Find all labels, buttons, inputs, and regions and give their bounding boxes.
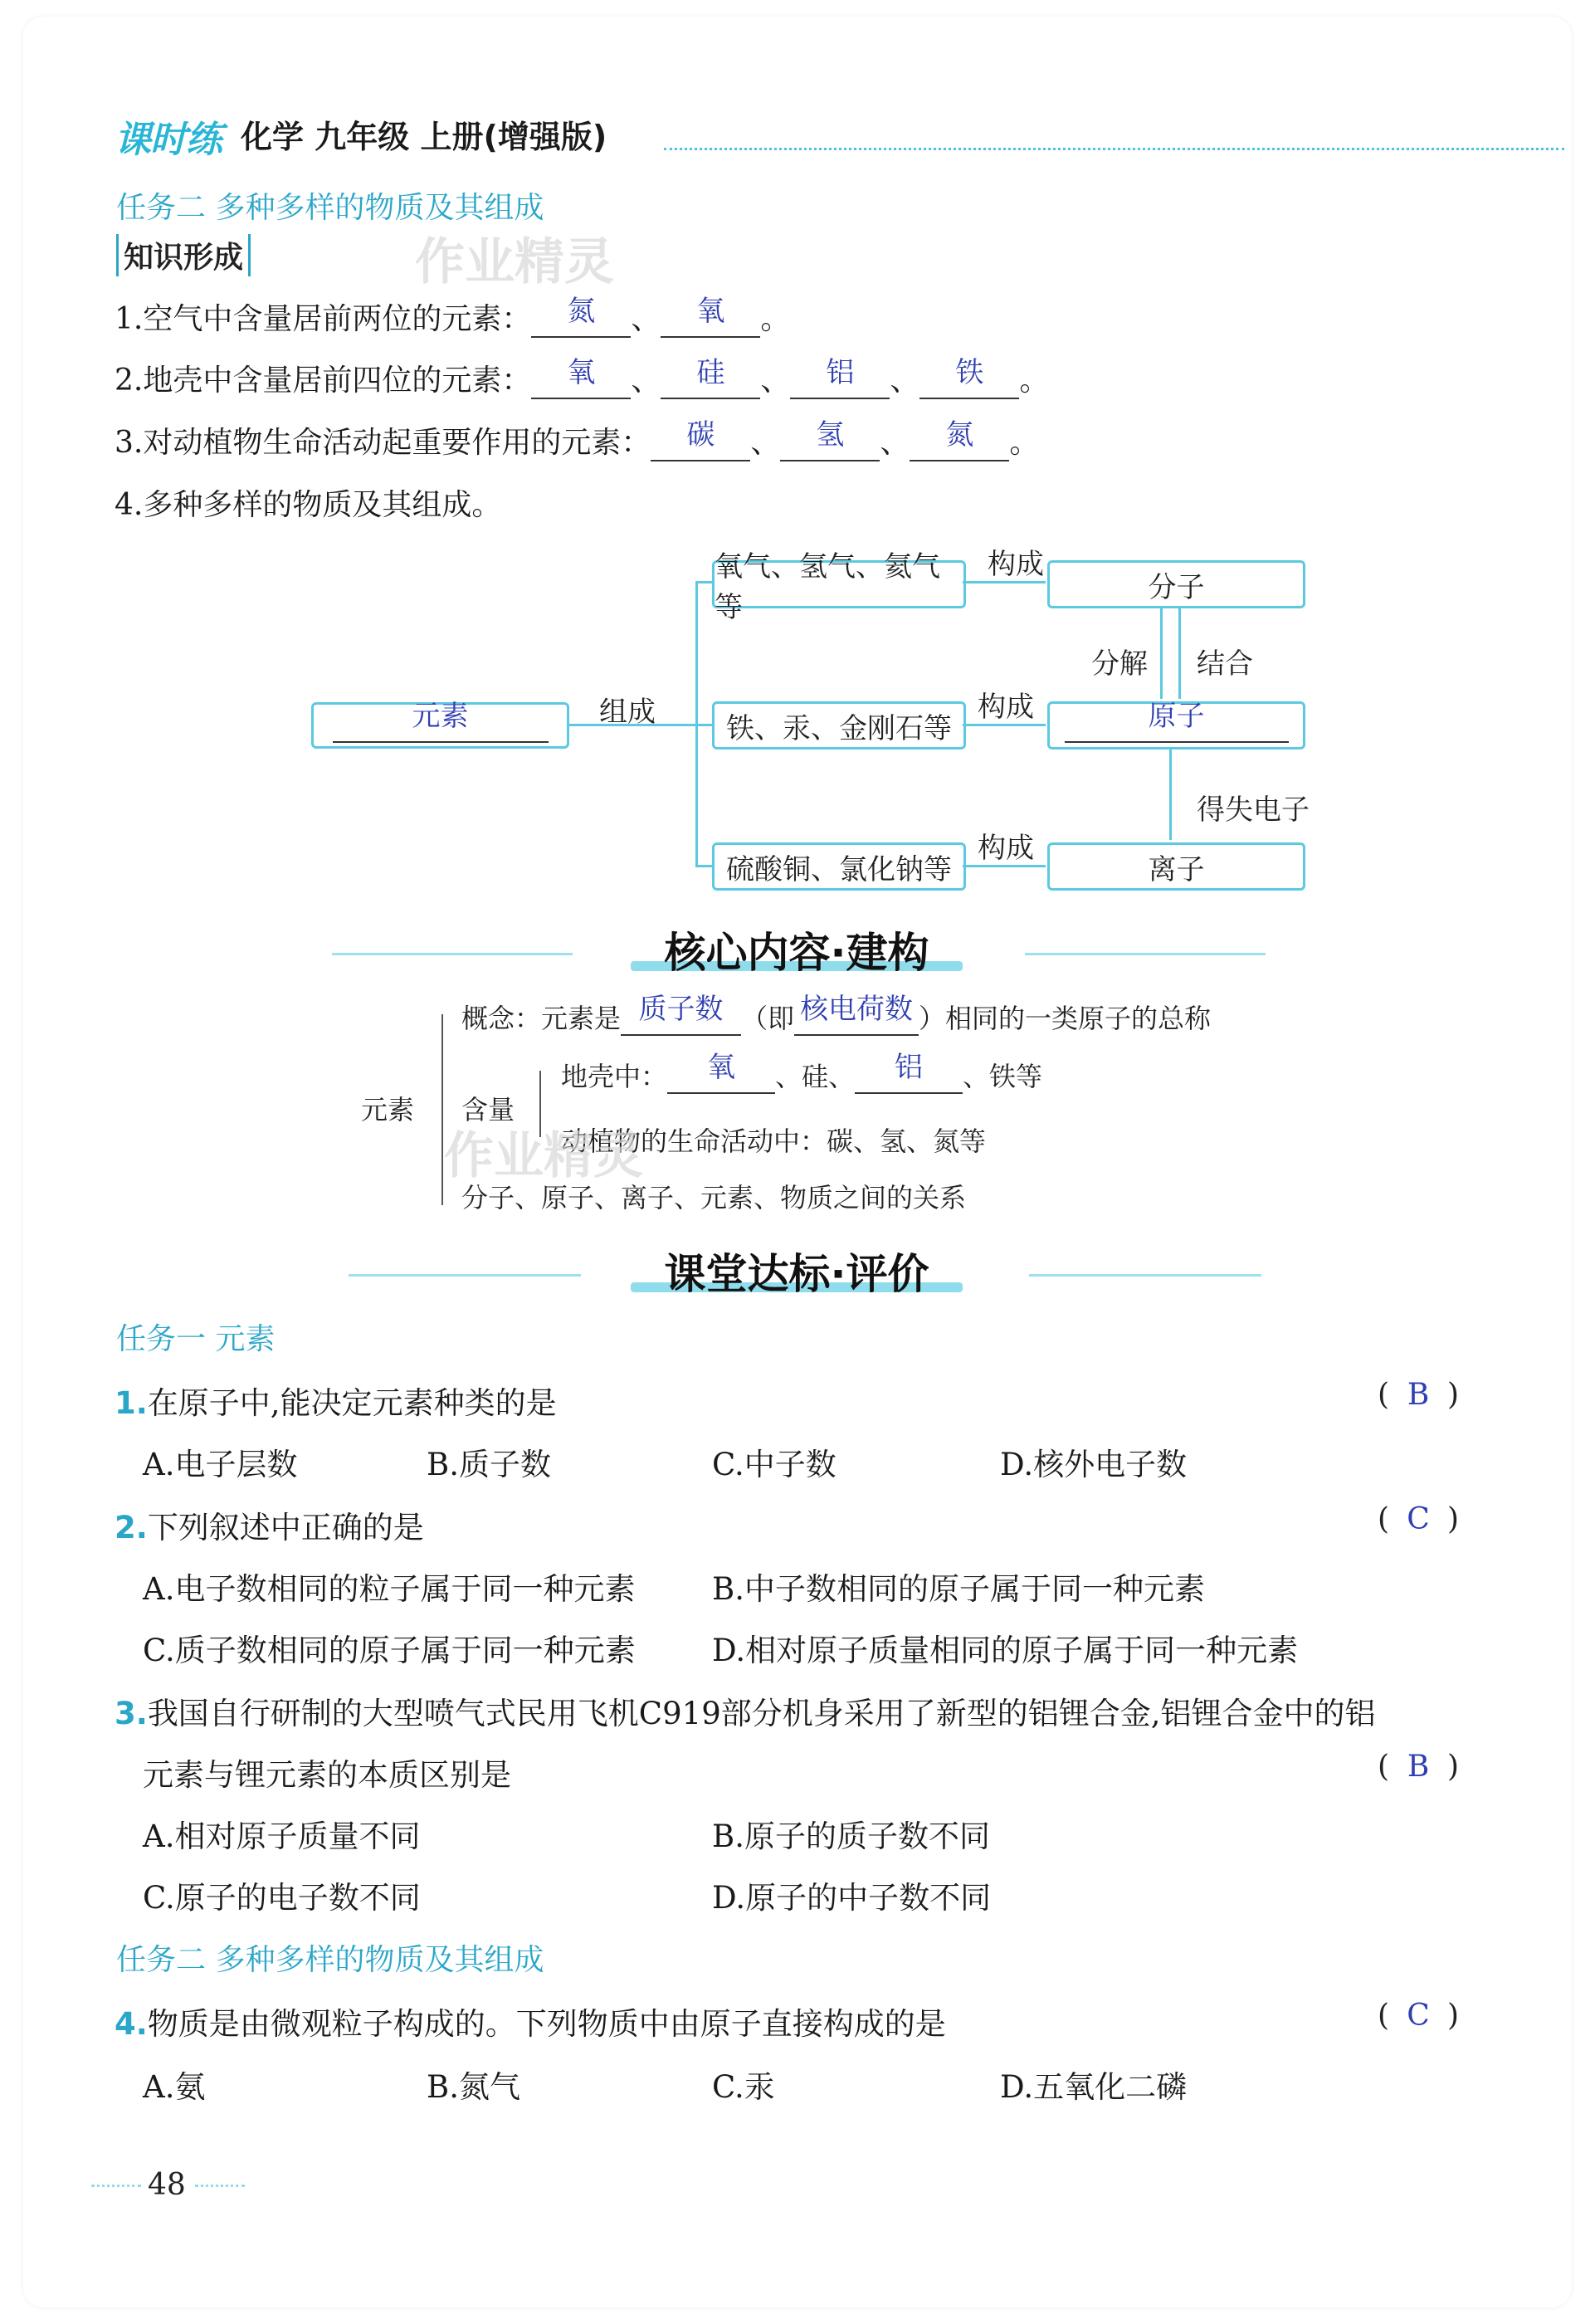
ion-box: 离子 [1047,842,1305,891]
decoration [91,2185,141,2187]
decoration [1029,1274,1261,1277]
substance-box-atomic: 铁、汞、金刚石等 [712,701,966,749]
combine-label: 结合 [1197,647,1253,681]
brand-logo: 课时练 [115,119,222,161]
connector [695,865,712,867]
knowledge-label: 知识形成 [116,234,251,276]
option: D.相对原子质量相同的原子属于同一种元素 [712,1633,1299,1668]
task-title: 任务二 多种多样的物质及其组成 [116,1943,544,1977]
option: D.核外电子数 [1000,1447,1188,1482]
answer-4: ( C ) [1378,1999,1460,2033]
option: B.氮气 [427,2069,520,2105]
question-item-4: 4.多种多样的物质及其组成。 [115,488,502,522]
option: B.原子的质子数不同 [712,1819,990,1854]
life-line: 动植物的生命活动中：碳、氢、氮等 [561,1125,987,1157]
option: C.汞 [712,2069,775,2105]
decoration [332,953,573,955]
question-3: 3.我国自行研制的大型喷气式民用飞机C919部分机身采用了新型的铝锂合金,铝锂合金中的铝 [115,1696,1376,1731]
watermark: 作业精灵 [444,1127,643,1185]
form-label: 构成 [978,832,1034,865]
connector [695,581,712,583]
compose-label: 组成 [599,696,656,729]
substance-box-ionic: 硫酸铜、氯化钠等 [712,842,966,891]
arrow [1160,606,1163,699]
question-4: 4.物质是由微观粒子构成的。下列物质中由原子直接构成的是 [115,2006,946,2042]
question-item-2: 2.地壳中含量居前四位的元素： 氧 、 硅 、 铝 、 铁 。 [115,356,1050,398]
question-item-1: 1.空气中含量居前两位的元素： 氮 、 氧 。 [115,295,791,336]
form-label: 构成 [988,548,1044,581]
connector [695,724,712,726]
substance-box-molecular: 氧气、氢气、氦气等 [712,560,966,608]
option: D.原子的中子数不同 [712,1880,992,1916]
element-box: 元素 [311,702,569,749]
content-label: 含量 [461,1094,515,1125]
question-2: 2.下列叙述中正确的是 [115,1510,424,1545]
answer-1: ( B ) [1378,1378,1460,1412]
task-title: 任务一 元素 [116,1322,276,1356]
option: B.质子数 [427,1447,551,1482]
watermark: 作业精灵 [415,233,614,291]
option: C.中子数 [712,1447,837,1482]
practice-banner: 课堂达标·评价 [664,1250,929,1298]
molecule-box: 分子 [1047,560,1305,608]
task-title: 任务二 多种多样的物质及其组成 [116,191,544,225]
arrow [1169,747,1172,840]
answer-3: ( B ) [1378,1750,1460,1784]
question-1: 1.在原子中,能决定元素种类的是 [115,1385,557,1421]
crust-line: 地壳中： 氧 、硅、 铝 、铁等 [561,1051,1043,1092]
relation-line: 分子、原子、离子、元素、物质之间的关系 [461,1182,967,1213]
option: D.五氧化二磷 [1000,2069,1188,2105]
concept-line: 概念：元素是 质子数 （即 核电荷数 ）相同的一类原子的总称 [461,993,1212,1034]
option: A.氨 [143,2069,206,2105]
tree-bracket [441,1014,443,1205]
book-title: 化学 九年级 上册(增强版) [241,119,607,155]
form-label: 构成 [978,691,1034,724]
option: A.电子层数 [143,1447,298,1482]
connector [695,581,698,865]
page-number: 48 [148,2168,186,2202]
core-banner: 核心内容·建构 [664,929,929,977]
option: C.质子数相同的原子属于同一种元素 [143,1633,636,1668]
decoration [195,2185,245,2187]
gain-lose-label: 得失电子 [1197,793,1310,827]
question-item-3: 3.对动植物生命活动起重要作用的元素： 碳 、 氢 、 氮 。 [115,418,1040,460]
question-3-cont: 元素与锂元素的本质区别是 [143,1757,511,1793]
decompose-label: 分解 [1091,647,1148,681]
option: A.电子数相同的粒子属于同一种元素 [143,1571,636,1607]
option: B.中子数相同的原子属于同一种元素 [712,1571,1205,1607]
header-divider [664,148,1564,150]
decoration [349,1274,581,1277]
tree-root: 元素 [361,1094,415,1125]
arrow [1178,606,1181,699]
option: C.原子的电子数不同 [143,1880,421,1916]
decoration [1025,953,1266,955]
answer-2: ( C ) [1378,1502,1460,1536]
option: A.相对原子质量不同 [143,1819,421,1854]
atom-box: 原子 [1047,701,1305,749]
